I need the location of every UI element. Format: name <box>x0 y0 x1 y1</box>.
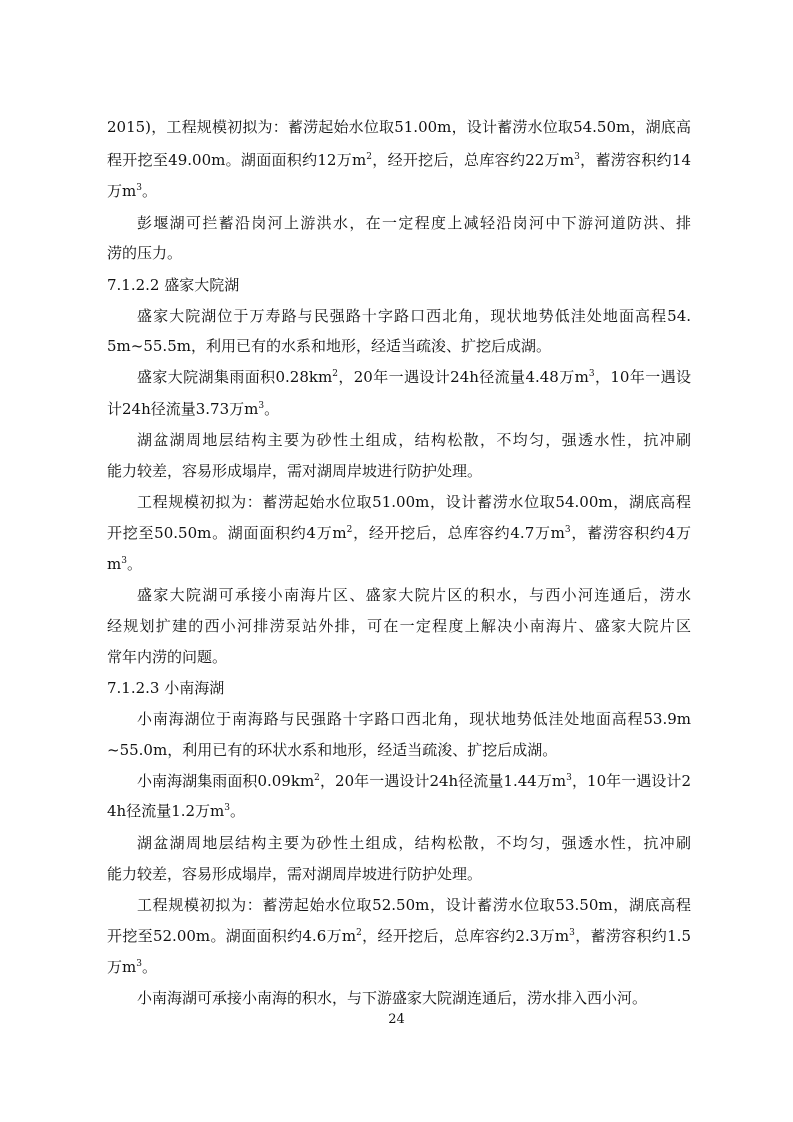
paragraph-line: 小南海湖集雨面积$0.09km^2$，20年一遇设计24h径流量1.44万$m^3$，10年一遇设计2 <box>137 772 691 790</box>
paragraph-line: 工程规模初拟为：蓄涝起始水位取51.00m，设计蓄涝水位取54.00m，湖底高程 <box>137 493 691 511</box>
text-line: 开挖至50.50m。湖面面积约4万$m^2$，经开挖后，总库容约4.7万$m^3$，蓄涝容积约4万 <box>107 524 691 542</box>
paragraph-line: 彭堰湖可拦蓄沿岗河上游洪水，在一定程度上减轻沿岗河中下游河道防洪、排 <box>137 214 691 232</box>
section-heading: 7.1.2.3 小南海湖 <box>107 679 225 697</box>
text-line: 能力较差，容易形成塌岸，需对湖周岸坡进行防护处理。 <box>107 462 483 480</box>
text-line: 5m~55.5m，利用已有的水系和地形，经适当疏浚、扩挖后成湖。 <box>107 337 551 355</box>
paragraph-line: 工程规模初拟为：蓄涝起始水位取52.50m，设计蓄涝水位取53.50m，湖底高程 <box>137 896 691 914</box>
page-number: 24 <box>388 1012 405 1027</box>
paragraph-line: 湖盆湖周地层结构主要为砂性土组成，结构松散，不均匀，强透水性，抗冲刷 <box>137 431 691 449</box>
text-line: 经规划扩建的西小河排涝泵站外排，可在一定程度上解决小南海片、盛家大院片区 <box>107 617 691 635</box>
text-line: ~55.0m，利用已有的环状水系和地形，经适当疏浚、扩挖后成湖。 <box>107 741 558 759</box>
text-line: 开挖至52.00m。湖面面积约4.6万$m^2$，经开挖后，总库容约2.3万$m^3$，蓄涝容积约1.5 <box>107 927 691 945</box>
paragraph-line: 盛家大院湖位于万寿路与民强路十字路口西北角，现状地势低洼处地面高程54. <box>137 307 691 325</box>
paragraph-line: 小南海湖可承接小南海的积水，与下游盛家大院湖连通后，涝水排入西小河。 <box>137 989 648 1007</box>
text-line: 计24h径流量3.73万$m^3$。 <box>107 400 280 418</box>
text-line: 万$m^3$。 <box>107 958 157 976</box>
paragraph-line: 小南海湖位于南海路与民强路十字路口西北角，现状地势低洼处地面高程53.9m <box>137 710 691 728</box>
text-line: 2015)，工程规模初拟为：蓄涝起始水位取51.00m，设计蓄涝水位取54.50m，湖底高 <box>107 118 691 136</box>
section-heading: 7.1.2.2 盛家大院湖 <box>107 276 240 294</box>
text-line: 万$m^3$。 <box>107 182 157 200</box>
text-line: $m^3$。 <box>107 555 142 573</box>
text-line: 常年内涝的问题。 <box>107 648 228 666</box>
text-line: 涝的压力。 <box>107 244 183 262</box>
paragraph-line: 盛家大院湖可承接小南海片区、盛家大院片区的积水，与西小河连通后，涝水 <box>137 586 691 604</box>
text-line: 程开挖至49.00m。湖面面积约12万$m^2$，经开挖后，总库容约22万$m^3$，蓄涝容积约14 <box>107 151 691 169</box>
paragraph-line: 盛家大院湖集雨面积$0.28km^2$，20年一遇设计24h径流量4.48万$m^3$，10年一遇设 <box>137 368 691 386</box>
text-line: 能力较差，容易形成塌岸，需对湖周岸坡进行防护处理。 <box>107 865 483 883</box>
paragraph-line: 湖盆湖周地层结构主要为砂性土组成，结构松散，不均匀，强透水性，抗冲刷 <box>137 834 691 852</box>
text-line: 4h径流量1.2万$m^3$。 <box>107 802 246 820</box>
